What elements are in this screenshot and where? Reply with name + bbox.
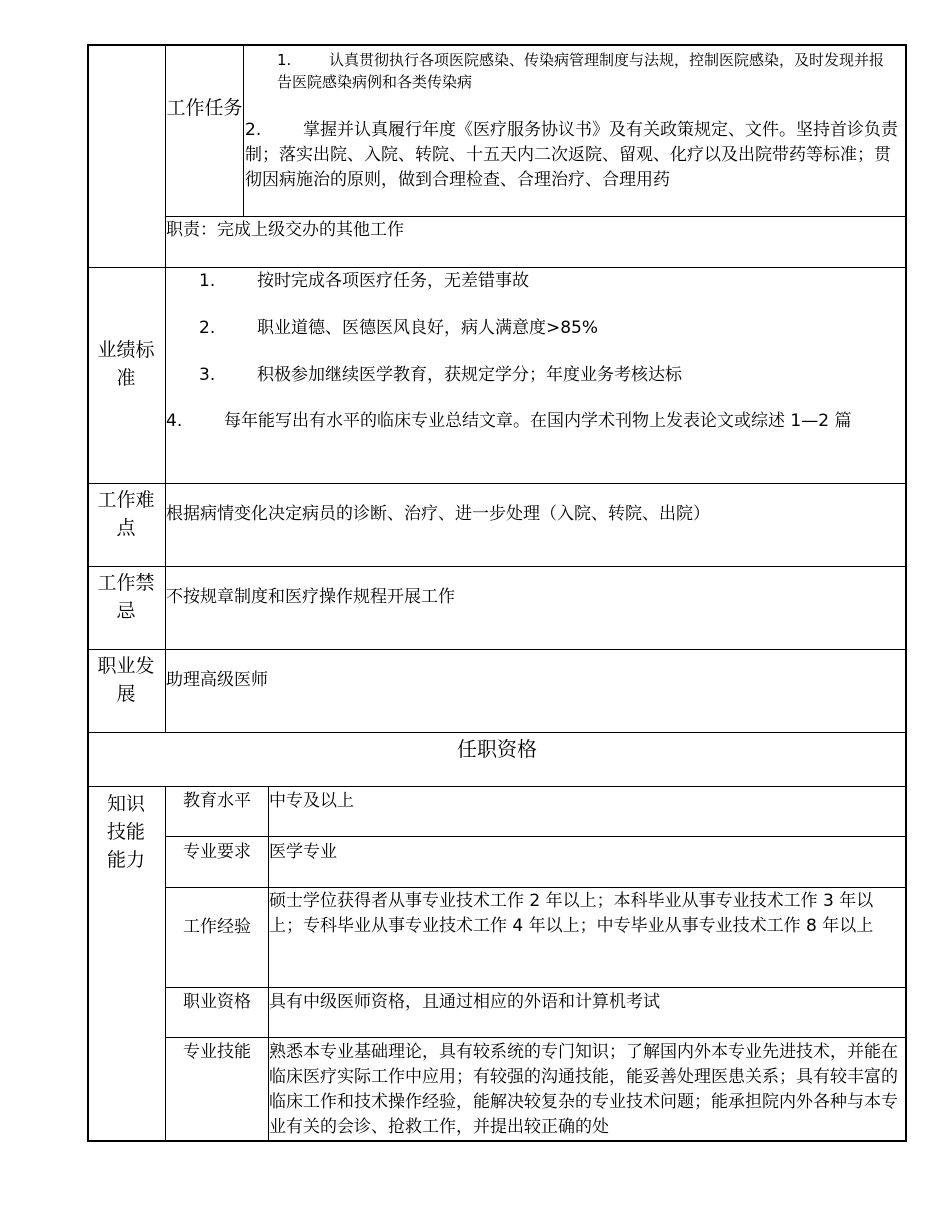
qual-value-major: 医学专业 <box>269 842 337 862</box>
performance-item-2-num: 2. <box>199 318 216 338</box>
difficulty-text: 根据病情变化决定病员的诊断、治疗、进一步处理（入院、转院、出院） <box>166 504 710 524</box>
work-tasks-label: 工作任务 <box>166 97 243 119</box>
performance-item-4 <box>166 409 899 434</box>
qual-key-skills: 专业技能 <box>183 1042 251 1062</box>
career-text: 助理高级医师 <box>166 670 268 690</box>
qual-key-certification: 职业资格 <box>183 992 251 1012</box>
taboo-label: 工作禁忌 <box>97 572 155 622</box>
task-item-2-text: 掌握并认真履行年度《医疗服务协议书》及有关政策规定、文件。坚持首诊负责制；落实出院、入院、转院、十五天内二次返院、留观、化疗以及出院带药等标准；贯彻因病施治的原则，做到合理检查、合理治疗、合理用药 <box>245 120 898 190</box>
task-item-1-num: 1. <box>277 51 292 69</box>
qual-key-education: 教育水平 <box>183 791 251 811</box>
performance-item-2 <box>199 316 899 341</box>
taboo-text: 不按规章制度和医疗操作规程开展工作 <box>166 587 455 607</box>
performance-item-1-num: 1. <box>199 271 216 291</box>
qualification-title: 任职资格 <box>457 737 537 761</box>
difficulty-label: 工作难点 <box>97 489 155 539</box>
qual-value-skills: 熟悉本专业基础理论，具有较系统的专门知识；了解国内外本专业先进技术，并能在临床医疗实际工作中应用；有较强的沟通技能，能妥善处理医患关系；具有较丰富的临床工作和技术操作经验，能解决较复杂的专业技术问题；能承担院内外各种与本专业有关的会诊、抢救工作，并提出较正确的处 <box>269 1042 898 1137</box>
qual-key-experience: 工作经验 <box>183 917 251 937</box>
qual-value-education: 中专及以上 <box>269 791 354 811</box>
performance-item-4-num: 4. <box>166 411 183 431</box>
other-duty: 职责：完成上级交办的其他工作 <box>166 220 404 240</box>
career-label: 职业发展 <box>97 655 155 705</box>
performance-item-4-text: 每年能写出有水平的临床专业总结文章。在国内学术刊物上发表论文或综述 1—2 篇 <box>224 411 852 431</box>
task-item-1 <box>277 49 892 93</box>
performance-item-3-num: 3. <box>199 365 216 385</box>
qualification-group-label: 知识技能能力 <box>106 793 145 871</box>
performance-item-2-text: 职业道德、医德医风良好，病人满意度>85% <box>257 318 599 338</box>
performance-label: 业绩标准 <box>97 339 155 389</box>
performance-item-3 <box>199 363 899 388</box>
performance-item-3-text: 积极参加继续医学教育，获规定学分；年度业务考核达标 <box>257 365 682 385</box>
task-item-2 <box>245 118 900 193</box>
qual-value-certification: 具有中级医师资格，且通过相应的外语和计算机考试 <box>269 992 660 1012</box>
task-item-2-num: 2. <box>245 120 262 140</box>
performance-item-1 <box>199 269 899 294</box>
qual-value-experience: 硕士学位获得者从事专业技术工作 2 年以上；本科毕业从事专业技术工作 3 年以上；专科毕业从事专业技术工作 4 年以上；中专毕业从事专业技术工作 8 年以上 <box>269 891 874 936</box>
qual-key-major: 专业要求 <box>183 842 251 862</box>
performance-item-1-text: 按时完成各项医疗任务，无差错事故 <box>257 271 529 291</box>
task-item-1-text: 认真贯彻执行各项医院感染、传染病管理制度与法规，控制医院感染，及时发现并报告医院感染病例和各类传染病 <box>277 51 885 91</box>
